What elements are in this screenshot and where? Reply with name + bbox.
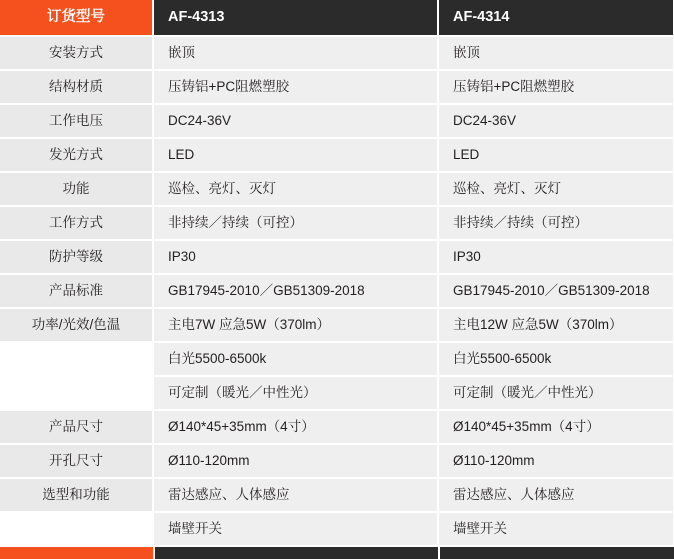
cell-model-a: 主电7W 应急5W（370lm） bbox=[153, 308, 438, 342]
cell-model-b: IP30 bbox=[438, 240, 674, 274]
table-row bbox=[0, 240, 674, 274]
cell-model-b: 主电12W 应急5W（370lm） bbox=[438, 308, 674, 342]
cell-model-b: 白光5500-6500k bbox=[438, 342, 674, 376]
cell-model-a: 嵌顶 bbox=[153, 36, 438, 70]
cell-model-b: 非持续／持续（可控） bbox=[438, 206, 674, 240]
cell-model-a: 墙壁开关 bbox=[153, 512, 438, 546]
cell-model-a: 压铸铝+PC阻燃塑胶 bbox=[153, 70, 438, 104]
row-label: 工作电压 bbox=[0, 104, 153, 138]
row-label: 防护等级 bbox=[0, 240, 153, 274]
row-label: 结构材质 bbox=[0, 70, 153, 104]
header-model-b: AF-4314 bbox=[438, 0, 674, 36]
cell-model-a: Ø140*45+35mm（4寸） bbox=[153, 410, 438, 444]
table-row bbox=[0, 274, 674, 308]
table-row bbox=[0, 172, 674, 206]
cell-model-a: IP30 bbox=[153, 240, 438, 274]
row-label: 工作方式 bbox=[0, 206, 153, 240]
cell-model-b: LED bbox=[438, 138, 674, 172]
table-row bbox=[0, 444, 674, 478]
cell-model-b: 压铸铝+PC阻燃塑胶 bbox=[438, 70, 674, 104]
bottom-strip-dark-b bbox=[440, 547, 674, 559]
cell-model-a: 雷达感应、人体感应 bbox=[153, 478, 438, 512]
cell-model-a: 白光5500-6500k bbox=[153, 342, 438, 376]
table-row bbox=[0, 36, 674, 70]
bottom-strip bbox=[0, 547, 674, 559]
table-row bbox=[0, 410, 674, 444]
row-label: 安装方式 bbox=[0, 36, 153, 70]
cell-model-b: 雷达感应、人体感应 bbox=[438, 478, 674, 512]
cell-model-a: DC24-36V bbox=[153, 104, 438, 138]
cell-model-a: Ø110-120mm bbox=[153, 444, 438, 478]
cell-model-a: 非持续／持续（可控） bbox=[153, 206, 438, 240]
cell-model-b: Ø110-120mm bbox=[438, 444, 674, 478]
row-label bbox=[0, 342, 153, 376]
row-label: 功率/光效/色温 bbox=[0, 308, 153, 342]
table-row bbox=[0, 138, 674, 172]
row-label bbox=[0, 512, 153, 546]
cell-model-b: 嵌顶 bbox=[438, 36, 674, 70]
row-label: 功能 bbox=[0, 172, 153, 206]
table-row bbox=[0, 308, 674, 342]
cell-model-b: 可定制（暖光／中性光） bbox=[438, 376, 674, 410]
row-label: 发光方式 bbox=[0, 138, 153, 172]
table-row bbox=[0, 342, 674, 376]
cell-model-b: DC24-36V bbox=[438, 104, 674, 138]
bottom-strip-accent bbox=[0, 547, 153, 559]
cell-model-a: 巡检、亮灯、灭灯 bbox=[153, 172, 438, 206]
row-label: 选型和功能 bbox=[0, 478, 153, 512]
cell-model-b: 墙壁开关 bbox=[438, 512, 674, 546]
table-row bbox=[0, 70, 674, 104]
row-label: 开孔尺寸 bbox=[0, 444, 153, 478]
table-row bbox=[0, 512, 674, 546]
table-row bbox=[0, 104, 674, 138]
table-row bbox=[0, 478, 674, 512]
header-label-cell: 订货型号 bbox=[0, 0, 153, 36]
cell-model-a: GB17945-2010／GB51309-2018 bbox=[153, 274, 438, 308]
cell-model-b: GB17945-2010／GB51309-2018 bbox=[438, 274, 674, 308]
cell-model-a: 可定制（暖光／中性光） bbox=[153, 376, 438, 410]
table-row bbox=[0, 376, 674, 410]
cell-model-b: Ø140*45+35mm（4寸） bbox=[438, 410, 674, 444]
cell-model-b: 巡检、亮灯、灭灯 bbox=[438, 172, 674, 206]
table-row bbox=[0, 206, 674, 240]
row-label: 产品标准 bbox=[0, 274, 153, 308]
row-label bbox=[0, 376, 153, 410]
row-label: 产品尺寸 bbox=[0, 410, 153, 444]
header-model-a: AF-4313 bbox=[153, 0, 438, 36]
bottom-strip-dark-a bbox=[155, 547, 438, 559]
cell-model-a: LED bbox=[153, 138, 438, 172]
table-header-row bbox=[0, 0, 674, 36]
